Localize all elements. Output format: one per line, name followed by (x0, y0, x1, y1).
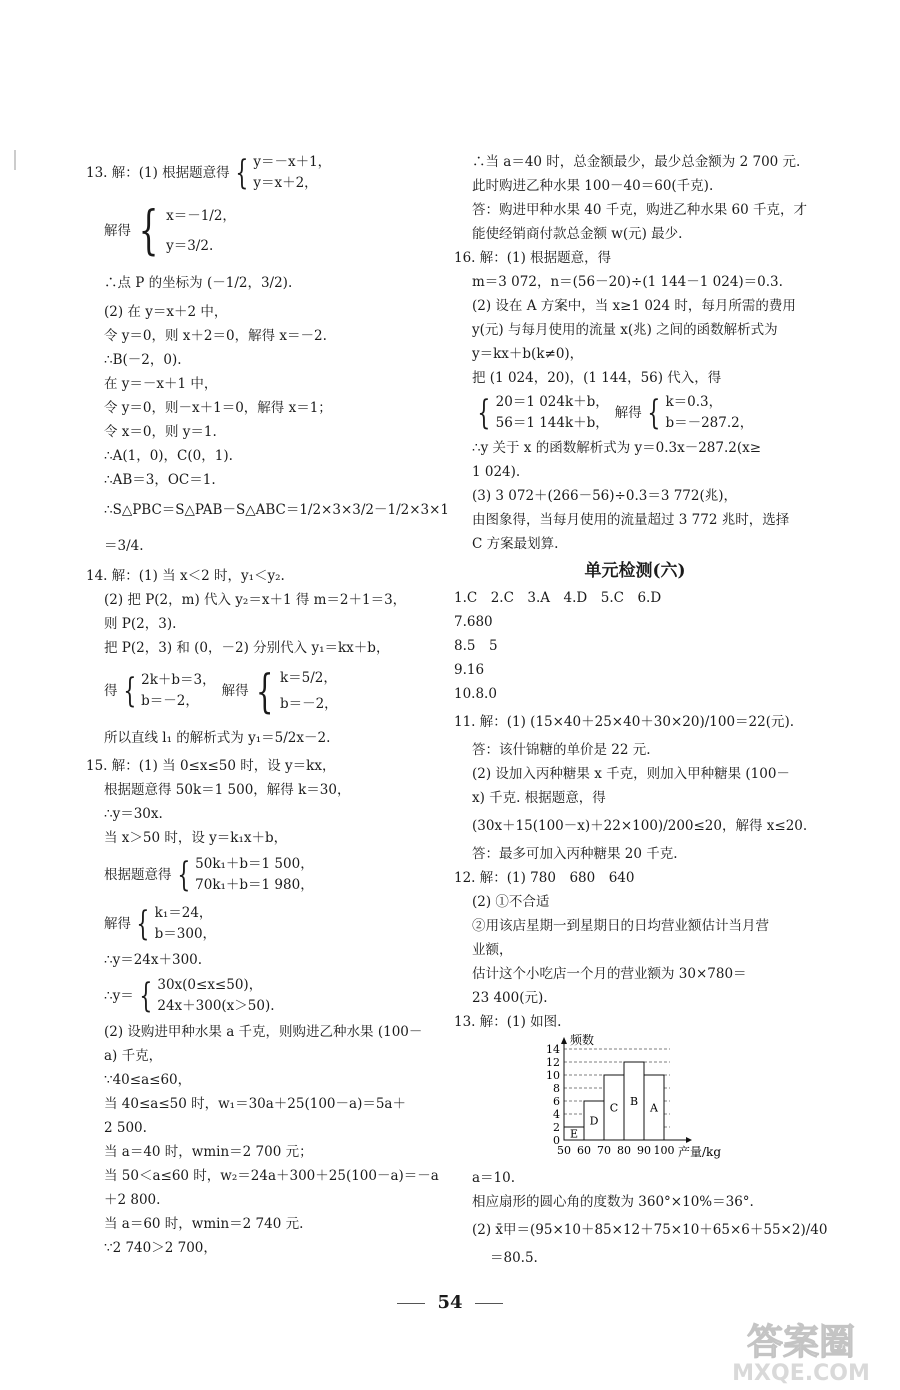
after-chart-line: 相应扇形的圆心角的度数为 360°×10%＝36°. (472, 1194, 754, 1210)
y-tick-label: 0 (553, 1134, 560, 1147)
x-axis-title: 产量/kg (678, 1145, 721, 1159)
bar-label: A (650, 1101, 658, 1115)
y-axis-title: 频数 (570, 1034, 595, 1047)
q14-solution: { k＝5/2， b＝－2， (255, 664, 338, 718)
q11-line: (2) 设加入丙种糖果 x 千克，则加入甲种糖果 (100－ (472, 766, 790, 782)
q15-line: 当 40≤a≤50 时，w₁＝30a＋25(100－a)＝5a＋ (104, 1096, 406, 1112)
answer-line: 10.8.0 (454, 686, 497, 702)
q16-line: C 方案最划算. (472, 536, 559, 552)
solve-label: 解得 (104, 223, 131, 239)
q16-line: 1 024). (472, 464, 521, 480)
bar-label: D (589, 1114, 599, 1128)
q11-line: x) 千克. 根据题意，得 (472, 790, 606, 806)
y-tick-label: 8 (553, 1082, 560, 1095)
q15-line: 当 a＝40 时，wmin＝2 700 元； (104, 1144, 313, 1160)
q12-line: 23 400(元). (472, 990, 548, 1006)
q13-area-result: ＝3/4. (104, 538, 144, 554)
q16-line: 把 (1 024，20)，(1 144，56) 代入，得 (472, 370, 722, 386)
solve-label: 解得 (614, 405, 642, 421)
q15-system-row (86, 850, 431, 900)
y-tick-label: 12 (546, 1056, 560, 1069)
q15-sol: b＝300， (154, 926, 217, 942)
piecewise-label: ∴y＝ (104, 988, 134, 1004)
q15-solution: { k₁＝24， b＝300， (136, 904, 217, 944)
svg-text:MXQE.COM: MXQE.COM (732, 1361, 870, 1384)
x-axis-arrow (686, 1137, 692, 1143)
q15-system: { 50k₁＋b＝1 500， 70k₁＋b＝1 980， (176, 855, 314, 895)
q16-line: y＝kx＋b(k≠0)， (472, 346, 584, 362)
y-tick-label: 10 (546, 1069, 560, 1082)
scan-margin-mark (14, 150, 16, 170)
q16-line: y(元) 与每月使用的流量 x(兆) 之间的函数解析式为 (472, 322, 778, 338)
q12-line: (2) ①不合适 (472, 894, 550, 910)
q13-solution: { x＝－1/2， y＝3/2. (138, 201, 236, 261)
q13-head: 13. 解：(1) 根据题意得 (86, 165, 230, 181)
q12-line: 业额， (472, 942, 513, 958)
q13-head-row (86, 150, 431, 196)
q14-eq: b＝－2， (141, 693, 199, 709)
q15-eq: 70k₁＋b＝1 980， (195, 877, 314, 893)
x-tick-label: 100 (653, 1144, 675, 1157)
q15-line: (2) 设购进甲种水果 a 千克，则购进乙种水果 (100－ (104, 1024, 423, 1040)
y-tick-label: 2 (553, 1121, 560, 1134)
q15-line: 当 a＝60 时，wmin＝2 740 元. (104, 1216, 304, 1232)
q15-cont-line: 能使经销商付款总金额 w(元) 最少. (472, 226, 683, 242)
bar-label: B (629, 1095, 639, 1108)
q14-line: 把 P(2，3) 和 (0，－2) 分别代入 y₁＝kx＋b， (104, 640, 390, 656)
q14-sol: b＝－2， (279, 696, 338, 712)
q11-line: 11. 解：(1) (15×40＋25×40＋30×20)/100＝22(元). (454, 714, 795, 730)
svg-text:答案圈: 答案圈 (746, 1322, 856, 1363)
q13-sol: x＝－1/2， (166, 208, 236, 224)
q15-line: ∵2 740＞2 700， (104, 1240, 217, 1256)
q15-sol: k₁＝24， (154, 905, 213, 921)
x-tick-label: 70 (597, 1144, 611, 1157)
x-tick-label: 80 (617, 1144, 631, 1157)
q14-sol: k＝5/2， (279, 670, 337, 686)
after-chart-line: ＝80.5. (490, 1250, 538, 1266)
q13-eq: y＝x＋2， (253, 175, 318, 191)
q13-area: ∴S△PBC＝S△PAB－S△ABC＝1/2×3×3/2－1/2×3×1 (104, 502, 450, 518)
q16-line: 由图象得，当每月使用的流量超过 3 772 兆时，选择 (472, 512, 790, 528)
answer-line: 8.5 5 (454, 638, 498, 654)
watermark-logo (706, 1316, 896, 1384)
q16-eq: 20＝1 024k＋b， (495, 394, 609, 410)
q16-system: { 20＝1 024k＋b， 56＝1 144k＋b， (477, 393, 609, 433)
q16-line: ∴y 关于 x 的函数解析式为 y＝0.3x－287.2(x≥ (472, 440, 762, 456)
q14-result: 所以直线 l₁ 的解析式为 y₁＝5/2x－2. (104, 730, 331, 746)
q12-line: ②用该店星期一到星期日的日均营业额估计当月营 (472, 918, 769, 934)
q15-cont-line: 答：购进甲种水果 40 千克，购进乙种水果 60 千克，才 (472, 202, 808, 218)
answer-line: 1.C 2.C 3.A 4.D 5.C 6.D (454, 590, 662, 606)
q15-line: ∴y＝24x＋300. (104, 952, 203, 968)
y-tick-label: 14 (546, 1043, 560, 1056)
q11-line: 答：最多可加入丙种糖果 20 千克. (472, 846, 678, 862)
q15-eq: 50k₁＋b＝1 500， (195, 856, 314, 872)
bar-label: C (609, 1101, 619, 1115)
q13-eq: y＝－x＋1， (253, 154, 332, 170)
by-label: 根据题意得 (104, 867, 172, 883)
q16-sol: k＝0.3， (665, 394, 723, 410)
q13-system: { y＝－x＋1， y＝x＋2， (235, 153, 332, 193)
q12-line: 12. 解：(1) 780 680 640 (454, 870, 635, 886)
q14-eq: 2k＋b＝3， (141, 672, 216, 688)
q15-line: ＋2 800. (104, 1192, 161, 1208)
q16-sol: b＝－287.2， (665, 415, 754, 431)
after-chart-line: a＝10. (472, 1170, 516, 1186)
q15-cont-line: 此时购进乙种水果 100－40＝60(千克). (472, 178, 714, 194)
frequency-histogram (542, 1034, 762, 1166)
q15-line: 当 50＜a≤60 时，w₂＝24a＋300＋25(100－a)＝－a (104, 1168, 439, 1184)
q16-system-row (454, 390, 816, 436)
q13-line: ∴AB＝3，OC＝1. (104, 472, 216, 488)
q13-line: 13. 解：(1) 如图. (454, 1014, 562, 1030)
q16-eq: 56＝1 144k＋b， (495, 415, 609, 431)
get-label: 得 (104, 683, 118, 699)
y-tick-label: 4 (553, 1108, 560, 1121)
q16-line: (2) 设在 A 方案中，当 x≥1 024 时，每月所需的费用 (472, 298, 796, 314)
q15-solution-row (86, 900, 431, 948)
y-tick-label: 6 (553, 1095, 560, 1108)
q15-piece: 30x(0≤x≤50)， (157, 977, 263, 993)
section-title: 单元检测(六) (584, 561, 686, 581)
q14-line: (2) 把 P(2，m) 代入 y₂＝x＋1 得 m＝2＋1＝3， (104, 592, 407, 608)
answer-line: 9.16 (454, 662, 485, 678)
x-tick-label: 90 (637, 1144, 651, 1157)
q13-line: 在 y＝－x＋1 中， (104, 376, 218, 392)
x-tick-label: 60 (577, 1144, 591, 1157)
q12-line: 估计这个小吃店一个月的营业额为 30×780＝ (472, 966, 747, 982)
q15-cont-line: ∴当 a＝40 时，总金额最少，最少总金额为 2 700 元. (472, 154, 801, 170)
after-chart-line: (2) x̄甲＝(95×10＋85×12＋75×10＋65×6＋55×2)/40 (472, 1222, 828, 1238)
q16-line: m＝3 072，n＝(56－20)÷(1 144－1 024)＝0.3. (472, 274, 783, 290)
bar-label: E (569, 1127, 579, 1141)
q14-line: 则 P(2，3). (104, 616, 177, 632)
y-axis-arrow (561, 1037, 567, 1044)
left-column (86, 150, 450, 1260)
q13-line: 令 x＝0，则 y＝1. (104, 424, 217, 440)
q13-sol: y＝3/2. (166, 238, 214, 254)
solve-label: 解得 (221, 683, 249, 699)
q15-piecewise: { 30x(0≤x≤50)， 24x＋300(x＞50). (139, 976, 275, 1016)
q14-system: { 2k＋b＝3， b＝－2， (122, 671, 216, 711)
q13-line: ∴B(－2，0). (104, 352, 182, 368)
q13-solution-row (86, 196, 431, 266)
right-column (454, 150, 828, 1270)
q13-line: 令 y＝0，则 x＋2＝0，解得 x＝－2. (104, 328, 327, 344)
page-number: 54 (0, 1292, 900, 1313)
q15-line: ∴y＝30x. (104, 806, 163, 822)
q13-line: 令 y＝0，则－x＋1＝0，解得 x＝1； (104, 400, 332, 416)
q14-line: 14. 解：(1) 当 x＜2 时，y₁＜y₂. (86, 568, 285, 584)
q15-line: a) 千克， (104, 1048, 163, 1064)
q13-line: (2) 在 y＝x＋2 中， (104, 304, 228, 320)
q16-solution: { k＝0.3， b＝－287.2， (647, 393, 754, 433)
q15-line: 当 x＞50 时，设 y＝k₁x＋b， (104, 830, 288, 846)
answer-line: 7.680 (454, 614, 493, 630)
q14-system-row (86, 660, 431, 722)
q15-line: 15. 解：(1) 当 0≤x≤50 时，设 y＝kx， (86, 758, 336, 774)
q16-line: (3) 3 072＋(266－56)÷0.3＝3 772(兆)， (472, 488, 738, 504)
solve-label: 解得 (104, 916, 131, 932)
q15-line: 根据题意得 50k＝1 500，解得 k＝30， (104, 782, 351, 798)
q15-line: ∵40≤a≤60， (104, 1072, 192, 1088)
q15-piecewise-row (86, 972, 431, 1020)
q11-line: 答：该什锦糖的单价是 22 元. (472, 742, 651, 758)
q16-line: 16. 解：(1) 根据题意，得 (454, 250, 612, 266)
x-tick-label: 50 (557, 1144, 571, 1157)
q15-piece: 24x＋300(x＞50). (157, 998, 275, 1014)
q15-line: 2 500. (104, 1120, 147, 1136)
q13-point-p: ∴点 P 的坐标为 (－1/2，3/2). (104, 275, 293, 291)
q13-line: ∴A(1，0)，C(0，1). (104, 448, 233, 464)
q11-line: (30x＋15(100－x)＋22×100)/200≤20，解得 x≤20. (472, 818, 808, 834)
